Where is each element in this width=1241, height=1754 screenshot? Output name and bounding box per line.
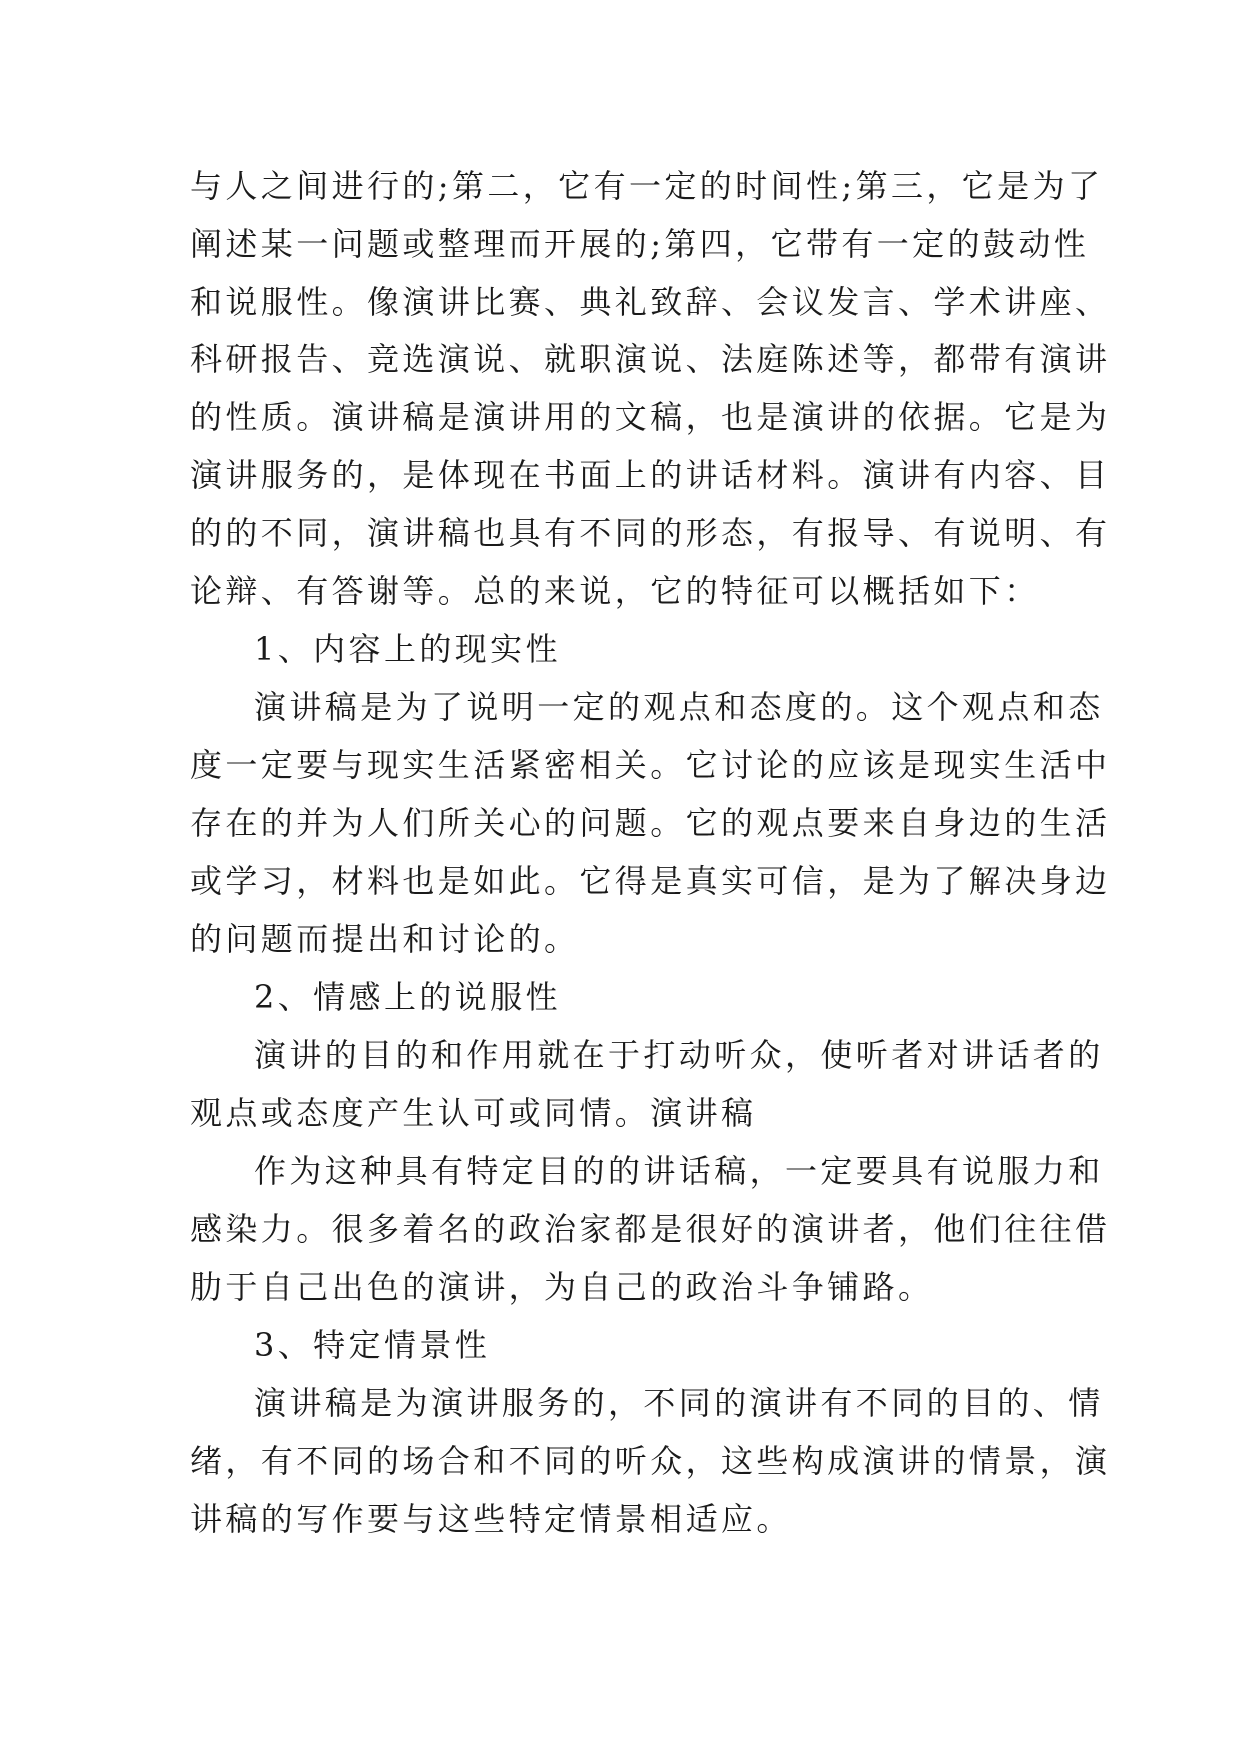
text-line: 或学习，材料也是如此。它得是真实可信，是为了解决身边 [190,862,1111,900]
text-line: 存在的并为人们所关心的问题。它的观点要来自身边的生活 [190,804,1111,842]
text-line: 度一定要与现实生活紧密相关。它讨论的应该是现实生活中 [190,746,1111,784]
section-heading: 2、情感上的说服性 [254,978,561,1016]
text-line: 演讲稿是为演讲服务的，不同的演讲有不同的目的、情 [254,1384,1104,1422]
text-line: 与人之间进行的;第二，它有一定的时间性;第三，它是为了 [190,167,1104,205]
text-line: 的性质。演讲稿是演讲用的文稿，也是演讲的依据。它是为 [190,398,1111,436]
text-line: 论辩、有答谢等。总的来说，它的特征可以概括如下： [190,572,1040,610]
text-line: 科研报告、竞选演说、就职演说、法庭陈述等，都带有演讲 [190,340,1111,378]
text-line: 肋于自己出色的演讲，为自己的政治斗争铺路。 [190,1268,934,1306]
text-line: 演讲稿是为了说明一定的观点和态度的。这个观点和态 [254,688,1104,726]
text-line: 作为这种具有特定目的的讲话稿，一定要具有说服力和 [254,1152,1104,1190]
text-line: 和说服性。像演讲比赛、典礼致辞、会议发言、学术讲座、 [190,283,1111,321]
text-line: 演讲的目的和作用就在于打动听众，使听者对讲话者的 [254,1036,1104,1074]
text-line: 的的不同，演讲稿也具有不同的形态，有报导、有说明、有 [190,514,1111,552]
text-line: 感染力。很多着名的政治家都是很好的演讲者，他们往往借 [190,1210,1111,1248]
section-heading: 3、特定情景性 [254,1326,491,1364]
text-line: 演讲服务的，是体现在书面上的讲话材料。演讲有内容、目 [190,456,1111,494]
text-line: 阐述某一问题或整理而开展的;第四，它带有一定的鼓动性 [190,225,1090,263]
text-line: 观点或态度产生认可或同情。演讲稿 [190,1094,757,1132]
text-line: 绪，有不同的场合和不同的听众，这些构成演讲的情景，演 [190,1442,1111,1480]
section-heading: 1、内容上的现实性 [254,630,561,668]
text-line: 讲稿的写作要与这些特定情景相适应。 [190,1500,792,1538]
text-line: 的问题而提出和讨论的。 [190,920,580,958]
